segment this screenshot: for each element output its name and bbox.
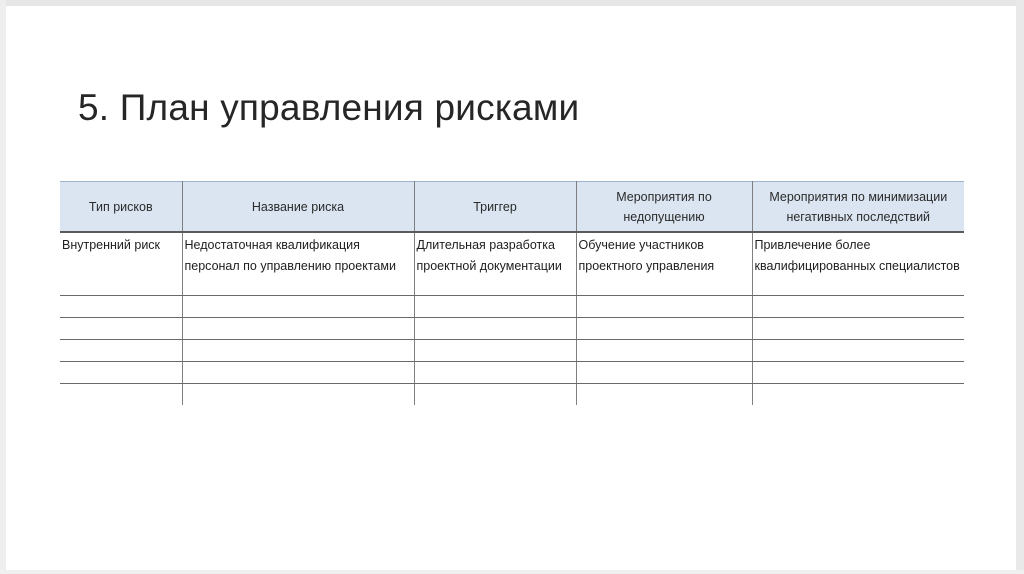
slide-title: 5. План управления рисками: [78, 86, 580, 128]
empty-table-row: [60, 384, 964, 406]
table-header-row: [60, 182, 964, 233]
cell-trigger: Длительная разработка проектной документации: [414, 232, 576, 296]
header-prevention-measures: Мероприятия по недопущению: [576, 182, 752, 233]
empty-table-row: [60, 318, 964, 340]
slide-frame-right: [1016, 0, 1024, 574]
table-row: [60, 232, 964, 296]
empty-cell: [182, 318, 414, 340]
slide-frame-top: [0, 0, 1024, 6]
empty-cell: [576, 296, 752, 318]
empty-cell: [60, 318, 182, 340]
empty-cell: [752, 340, 964, 362]
empty-cell: [182, 340, 414, 362]
empty-cell: [414, 318, 576, 340]
empty-cell: [752, 362, 964, 384]
cell-risk-name: Недостаточная квалификация персонал по управлению проектами: [182, 232, 414, 296]
empty-cell: [414, 362, 576, 384]
header-risk-type: Тип рисков: [60, 182, 182, 233]
slide-frame-bottom: [0, 570, 1024, 574]
cell-mitigation-measures: Привлечение более квалифицированных специалистов: [752, 232, 964, 296]
header-mitigation-measures: Мероприятия по минимизации негативных последствий: [752, 182, 964, 233]
empty-cell: [752, 318, 964, 340]
empty-cell: [576, 318, 752, 340]
risk-management-table: [60, 181, 964, 405]
empty-cell: [60, 362, 182, 384]
cell-prevention-measures: Обучение участников проектного управления: [576, 232, 752, 296]
empty-cell: [182, 362, 414, 384]
empty-cell: [576, 340, 752, 362]
empty-cell: [60, 296, 182, 318]
empty-cell: [60, 340, 182, 362]
empty-cell: [576, 362, 752, 384]
empty-cell: [576, 384, 752, 406]
empty-cell: [182, 384, 414, 406]
empty-table-row: [60, 362, 964, 384]
slide-frame-left: [0, 0, 6, 574]
empty-table-row: [60, 340, 964, 362]
header-risk-name: Название риска: [182, 182, 414, 233]
cell-risk-type: Внутренний риск: [60, 232, 182, 296]
empty-cell: [60, 384, 182, 406]
header-trigger: Триггер: [414, 182, 576, 233]
empty-cell: [752, 296, 964, 318]
empty-table-row: [60, 296, 964, 318]
empty-cell: [752, 384, 964, 406]
empty-cell: [414, 340, 576, 362]
empty-cell: [414, 384, 576, 406]
empty-cell: [414, 296, 576, 318]
empty-cell: [182, 296, 414, 318]
